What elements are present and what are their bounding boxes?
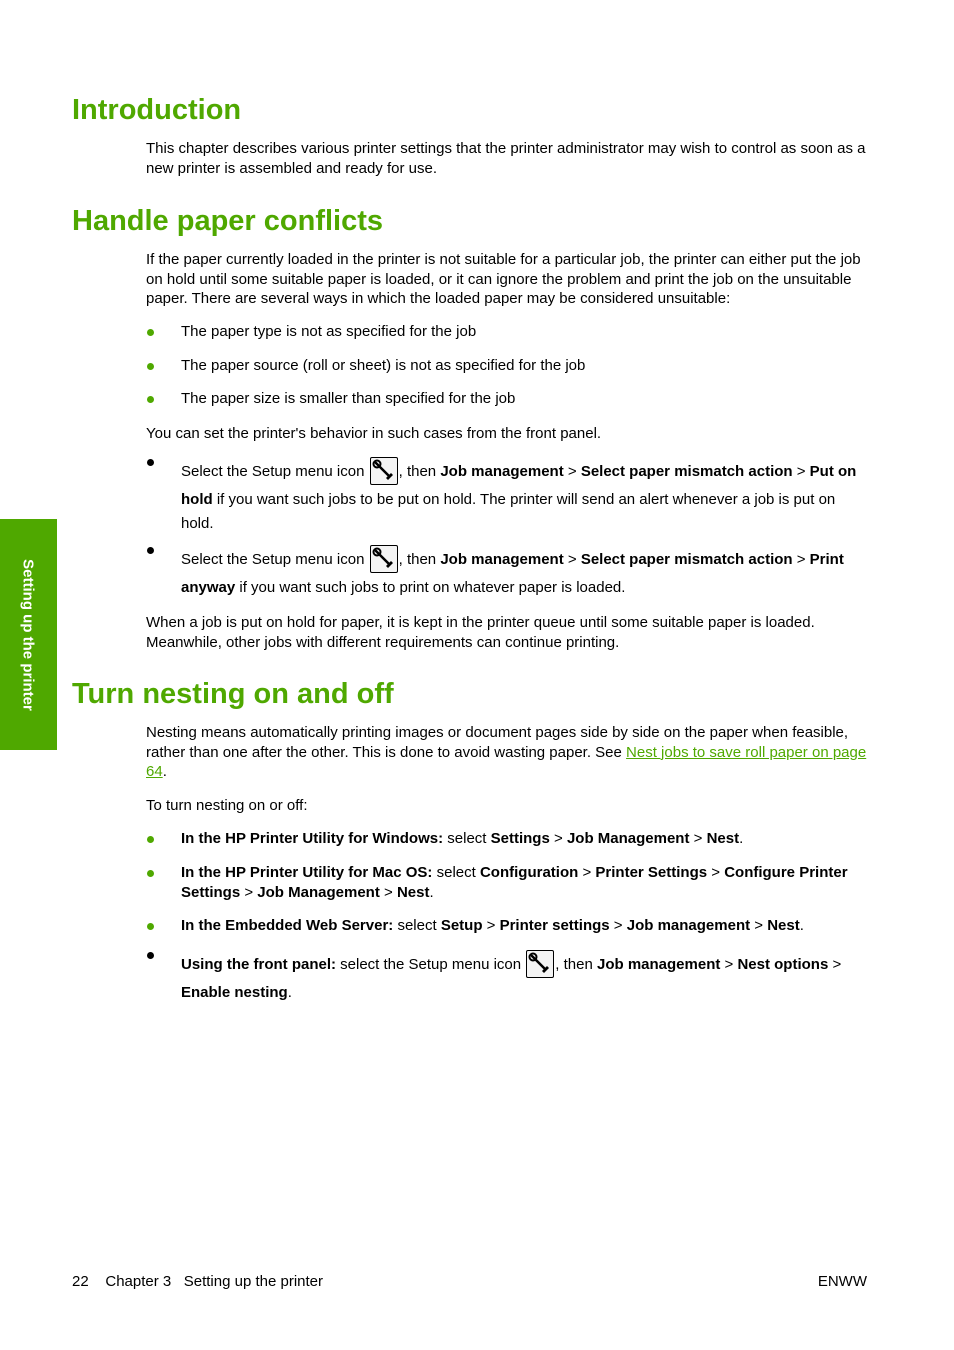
step-put-on-hold: Select the Setup menu icon , then Job management > Select paper mismatch action > Put on hold if you want such jobs to be put on hold. The printer will send an alert whenever a job is put on hold.	[146, 457, 868, 534]
bullet-dot	[147, 923, 154, 930]
bullet-dot	[147, 836, 154, 843]
wrench-icon	[370, 457, 398, 485]
heading-turn-nesting: Turn nesting on and off	[72, 678, 394, 710]
bullet-dot	[147, 363, 154, 370]
list-item: The paper source (roll or sheet) is not as specified for the job	[146, 356, 868, 376]
turn-nesting-intro: To turn nesting on or off:	[146, 797, 308, 814]
footer-locale: ENWW	[817, 1273, 867, 1290]
heading-handle-paper-conflicts: Handle paper conflicts	[72, 205, 384, 237]
bullet-dot	[147, 329, 154, 336]
wrench-icon	[526, 950, 554, 978]
front-panel-intro: You can set the printer's behavior in such cases from the front panel.	[146, 425, 602, 442]
wrench-icon	[370, 545, 398, 573]
list-item-ews: In the Embedded Web Server: select Setup > Printer settings > Job management > Nest.	[146, 916, 868, 936]
paper-closing-paragraph: When a job is put on hold for paper, it is kept in the printer queue until some suitable paper is loaded. Meanwhile, other jobs with different requirements can continue printing.	[146, 614, 815, 651]
footer-chapter: Chapter 3	[105, 1273, 172, 1290]
side-tab-label: Setting up the printer	[19, 559, 37, 711]
footer-left	[72, 1272, 323, 1291]
nest-jobs-link[interactable]: Nest jobs to save roll paper on page 64	[146, 743, 867, 780]
nesting-paragraph: Nesting means automatically printing images or document pages side by side on the paper when feasible, rather than one after the other. This is done to avoid wasting paper. See Nest jobs to save roll paper on page 64.	[146, 724, 867, 780]
bullet-dot	[147, 870, 154, 877]
page-number: 22	[72, 1273, 89, 1290]
list-item-mac: In the HP Printer Utility for Mac OS: select Configuration > Printer Settings > Configure Printer Settings > Job Management > Nest.	[146, 863, 868, 902]
bullet-dot	[147, 952, 154, 959]
paper-paragraph: If the paper currently loaded in the printer is not suitable for a particular job, the printer can either put the job on hold until some suitable paper is loaded, or it can ignore the problem and print the job on the unsuitable paper. There are several ways in which the loaded paper may be considered unsuitable:	[146, 251, 861, 307]
list-item: The paper size is smaller than specified for the job	[146, 389, 868, 409]
step-print-anyway: Select the Setup menu icon , then Job management > Select paper mismatch action > Print anyway if you want such jobs to print on whatever paper is loaded.	[146, 545, 868, 602]
list-item-front-panel: Using the front panel: select the Setup menu icon , then Job management > Nest options > Enable nesting.	[146, 950, 868, 1007]
footer-chapter-title: Setting up the printer	[183, 1273, 324, 1290]
bullet-dot	[147, 459, 154, 466]
heading-introduction: Introduction	[72, 94, 242, 126]
list-item: The paper type is not as specified for the job	[146, 322, 868, 342]
bullet-dot	[147, 396, 154, 403]
list-item-windows: In the HP Printer Utility for Windows: select Settings > Job Management > Nest.	[146, 829, 868, 849]
intro-paragraph: This chapter describes various printer settings that the printer administrator may wish to control as soon as a new printer is assembled and ready for use.	[146, 140, 866, 177]
bullet-dot	[147, 547, 154, 554]
